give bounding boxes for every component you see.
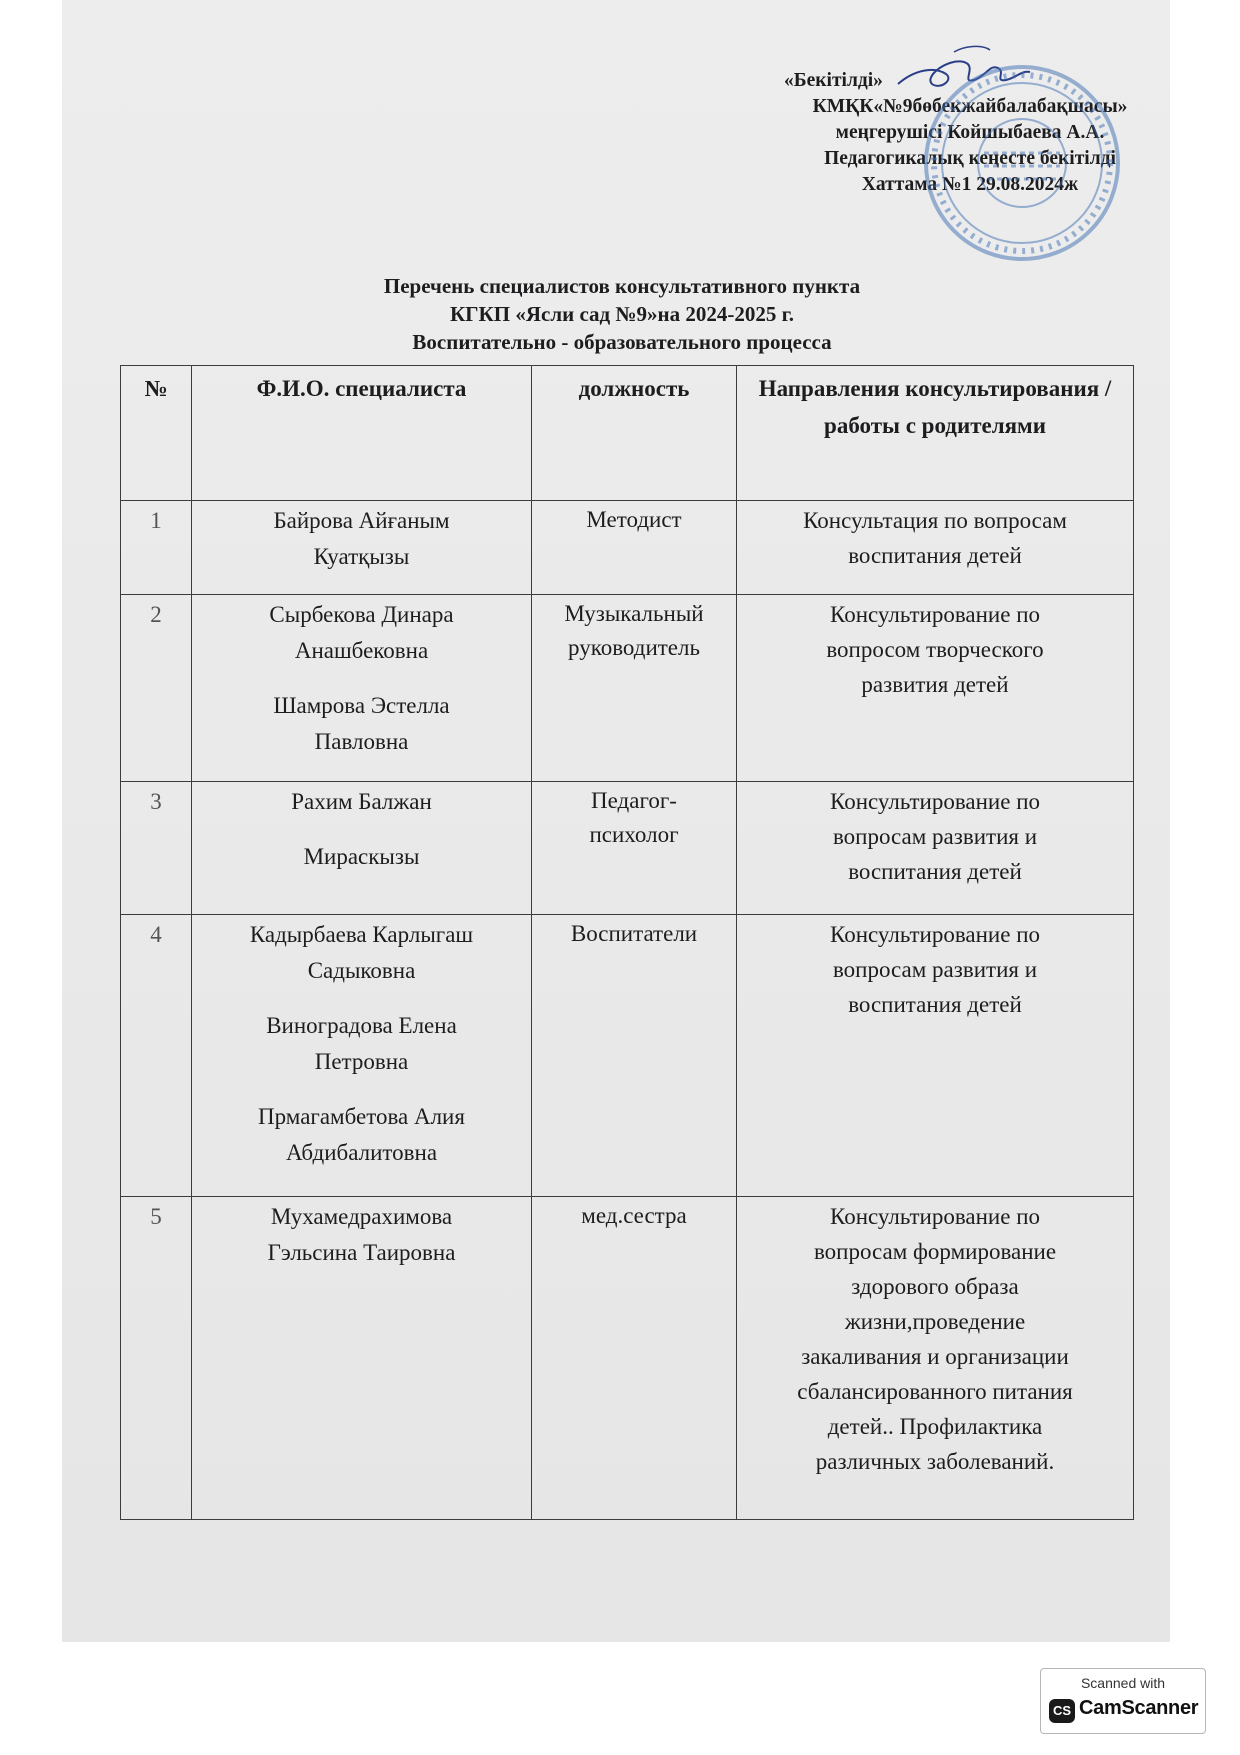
row-position: Методист xyxy=(532,501,737,595)
specialist-name: Мираскызы xyxy=(303,844,420,869)
row-number: 2 xyxy=(121,595,192,782)
approval-head: меңгерушісі Койшыбаева А.А. xyxy=(835,122,1105,143)
specialists-table xyxy=(120,365,1134,1520)
title-line-3: Воспитательно - образовательного процесса xyxy=(412,330,832,354)
header-direction: Направления консультирования /работы с родителями xyxy=(737,366,1134,501)
stamp-icon xyxy=(922,48,1122,278)
row-position: Воспитатели xyxy=(532,915,737,1197)
header-number: № xyxy=(121,366,192,501)
specialist-name: Сырбекова Динара Анашбековна xyxy=(269,602,454,663)
row-number: 3 xyxy=(121,782,192,915)
table-row xyxy=(121,915,1134,1197)
approval-label: «Бекітілді» xyxy=(784,70,883,91)
header-name: Ф.И.О. специалиста xyxy=(192,366,532,501)
specialist-name: Прмагамбетова Алия Абдибалитовна xyxy=(258,1104,465,1165)
title-line-2: КГКП «Ясли сад №9»на 2024-2025 г. xyxy=(449,302,795,326)
table-header-row xyxy=(121,366,1134,501)
approval-protocol: Хаттама №1 29.08.2024ж xyxy=(861,174,1079,195)
row-names xyxy=(192,782,532,915)
table-row xyxy=(121,1197,1134,1520)
row-direction: Консультирование по вопросам развития и воспитания детей xyxy=(737,915,1134,1197)
row-direction: Консультирование по вопросом творческого развития детей xyxy=(737,595,1134,782)
approval-council: Педагогикалық кеңесте бекітілді xyxy=(824,148,1116,169)
specialist-name: Байрова Айғаным Куатқызы xyxy=(273,508,450,569)
specialist-name: Рахим Балжан xyxy=(291,789,432,814)
title-line-1: Перечень специалистов консультативного пункта xyxy=(383,274,861,298)
row-position: Педагог- психолог xyxy=(532,782,737,915)
row-number: 4 xyxy=(121,915,192,1197)
specialist-name: Шамрова Эстелла Павловна xyxy=(273,693,450,754)
specialist-name: Кадырбаева Карлыгаш Садыковна xyxy=(249,922,474,983)
row-position: Музыкальный руководитель xyxy=(532,595,737,782)
row-direction: Консультация по вопросам воспитания детей xyxy=(737,501,1134,595)
table-row xyxy=(121,501,1134,595)
approval-organization: КМҚК«№9бөбекжайбалабақшасы» xyxy=(812,96,1128,117)
row-number: 5 xyxy=(121,1197,192,1520)
header-position: должность xyxy=(532,366,737,501)
camscanner-logo-icon: CS xyxy=(1049,1699,1075,1723)
camscanner-badge xyxy=(1040,1668,1206,1734)
row-direction: Консультирование по вопросам развития и воспитания детей xyxy=(737,782,1134,915)
row-names xyxy=(192,1197,532,1520)
document-title xyxy=(212,272,1032,356)
specialist-name: Виноградова Елена Петровна xyxy=(266,1013,457,1074)
row-direction: Консультирование по вопросам формирование здорового образа жизни,проведение закаливания и организации сбалансированного питания детей.. Профилактика различных заболеваний. xyxy=(737,1197,1134,1520)
row-names xyxy=(192,915,532,1197)
row-number: 1 xyxy=(121,501,192,595)
table-row xyxy=(121,595,1134,782)
camscanner-brand: CamScanner xyxy=(1079,1697,1199,1719)
specialist-name: Мухамедрахимова Гэльсина Таировна xyxy=(267,1204,456,1265)
row-position: мед.сестра xyxy=(532,1197,737,1520)
table-row xyxy=(121,782,1134,915)
row-names xyxy=(192,501,532,595)
scanned-with-label: Scanned with xyxy=(1080,1675,1166,1691)
row-names xyxy=(192,595,532,782)
